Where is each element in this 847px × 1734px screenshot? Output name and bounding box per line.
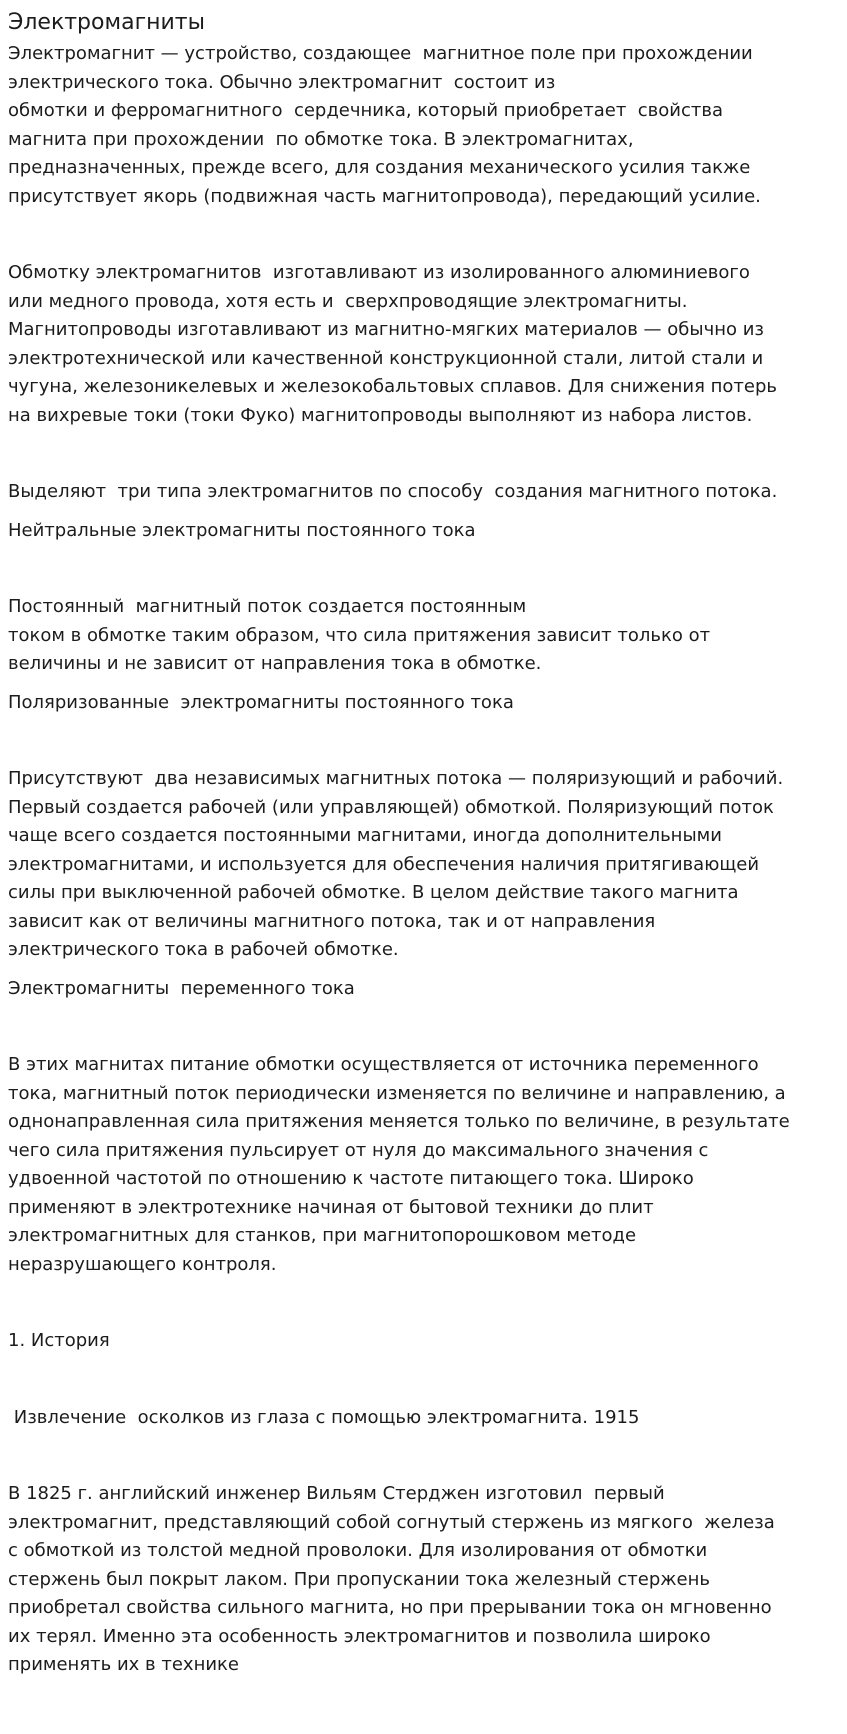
polarized-heading: Поляризованные электромагниты постоянного тока	[8, 691, 514, 713]
winding-paragraph: Обмотку электромагнитов изготавливают из изолированного алюминиевого или медного провода, хотя есть и сверхпроводящие электромагниты. Магнитопроводы изготавливают из магнитно-мягких материалов — обычно из электротехнической или качественной конструкционной стали, литой стали и чугуна, железоникелевых и железокобальтовых сплавов. Для снижения потерь на вихревые токи (токи Фуко) магнитопроводы выполняют из набора листов.	[8, 262, 778, 426]
image-caption: Извлечение осколков из глаза с помощью электромагнита. 1915	[8, 1406, 640, 1428]
polarized-paragraph: Присутствуют два независимых магнитных потока — поляризующий и рабочий. Первый создается рабочей (или управляющей) обмоткой. Поляризующий поток чаще всего создается постоянными магнитами, иногда дополнительными электромагнитами, и используется для обеспечения наличия притягивающей силы при выключенной рабочей обмотке. В целом действие такого магнита зависит как от величины магнитного потока, так и от направления электрического тока в рабочей обмотке.	[8, 768, 784, 960]
page-title: Электромагниты	[8, 10, 205, 35]
neutral-paragraph: Постоянный магнитный поток создается постоянным током в обмотке таким образом, что сила притяжения зависит только от величины и не зависит от направления тока в обмотке.	[8, 596, 711, 674]
history-paragraph: В 1825 г. английский инженер Вильям Стерджен изготовил первый электромагнит, представляющий собой согнутый стержень из мягкого железа с обмоткой из толстой медной проволоки. Для изолирования от обмотки стержень был покрыт лаком. При пропускании тока железный стержень приобретал свойства сильного магнита, но при прерывании тока он мгновенно их терял. Именно эта особенность электромагнитов и позволила широко применять их в технике	[8, 1483, 775, 1675]
ac-heading: Электромагниты переменного тока	[8, 977, 355, 999]
neutral-heading: Нейтральные электромагниты постоянного тока	[8, 519, 476, 541]
ac-paragraph: В этих магнитах питание обмотки осуществляется от источника переменного тока, магнитный поток периодически изменяется по величине и направлению, а однонаправленная сила притяжения меняется только по величине, в результате чего сила притяжения пульсирует от нуля до максимального значения с удвоенной частотой по отношению к частоте питающего тока. Широко применяют в электротехнике начиная от бытовой техники до плит электромагнитных для станков, при магнитопорошковом методе неразрушающего контроля.	[8, 1054, 790, 1275]
history-heading: 1. История	[8, 1330, 110, 1351]
types-intro-paragraph: Выделяют три типа электромагнитов по способу создания магнитного потока.	[8, 481, 778, 502]
intro-paragraph: Электромагнит — устройство, создающее магнитное поле при прохождении электрического тока. Обычно электромагнит состоит из обмотки и ферромагнитного сердечника, который приобретает свойства магнита при прохождении по обмотке тока. В электромагнитах, предназначенных, прежде всего, для создания механического усилия также присутствует якорь (подвижная часть магнитопровода), передающий усилие.	[8, 43, 761, 207]
